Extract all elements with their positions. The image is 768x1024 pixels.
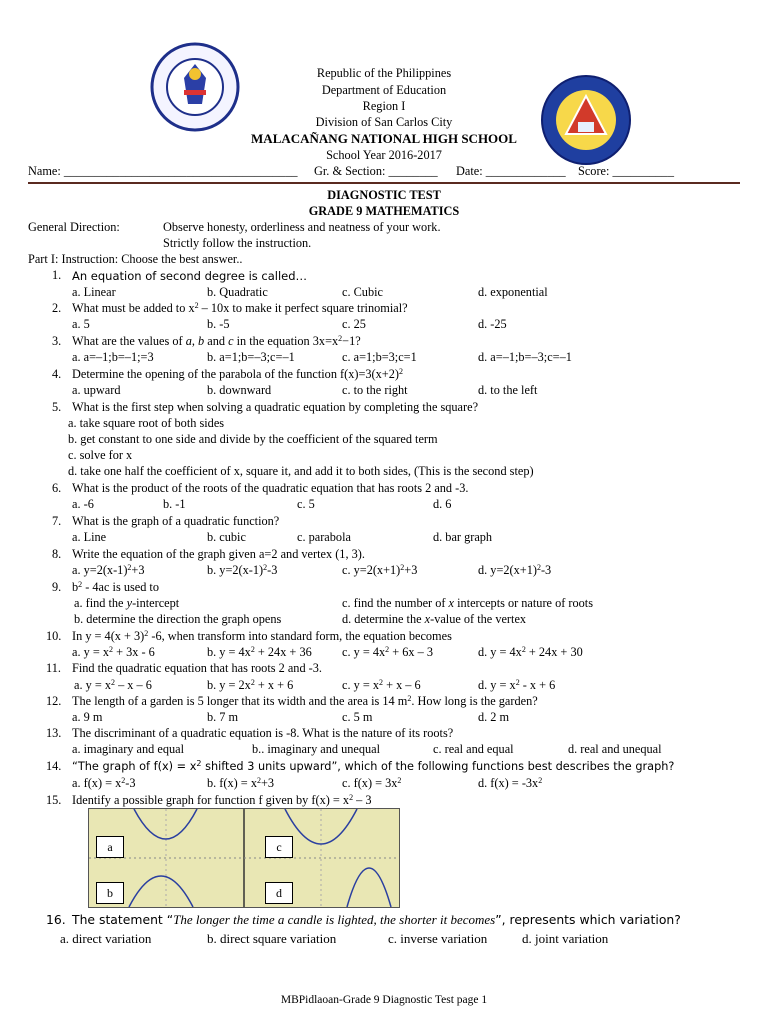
school-year: School Year 2016-2017 [326, 148, 442, 162]
q13-choice-a: a. imaginary and equal [72, 742, 184, 756]
q8-number: 8. [52, 547, 62, 561]
q7-choice-b: b. cubic [207, 530, 246, 544]
q5-number: 5. [52, 400, 62, 414]
q4-number: 4. [52, 367, 62, 381]
q1-text: An equation of second degree is called… [72, 269, 308, 283]
section-field: Gr. & Section: ________ [314, 164, 438, 178]
q6-choice-d: d. 6 [433, 497, 452, 511]
q12-choice-d: d. 2 m [478, 710, 510, 724]
q2-choice-d: d. -25 [478, 317, 507, 331]
q8-choice-c: c. $y=2(x+1)^2+3$ [342, 563, 418, 577]
q16-text: The statement “The longer the time a candle is lighted, the shorter it becomes”, represents which variation? [72, 912, 681, 927]
q5-choice-b: b. get constant to one side and divide by the coefficient of the squared term [68, 432, 438, 446]
q8-choice-b: b. $y=2(x-1)^2-3$ [207, 563, 278, 577]
q5-choice-d: d. take one half the coefficient of x, square it, and add it to both sides, (This is the second step) [68, 464, 534, 478]
q4-choice-c: c. to the right [342, 383, 408, 397]
q9-choice-b: b. determine the direction the graph opens [74, 612, 282, 626]
q8-choice-a: a. $y=2(x-1)^2+3$ [72, 563, 145, 577]
score-field: Score: __________ [578, 164, 674, 178]
q10-choice-c: c. $y = 4x^2 + 6x - 3$ [342, 645, 433, 659]
q12-text: The length of a garden is 5 longer that its width and the area is 14 $m^2$. How long is the garden? [72, 694, 538, 708]
q4-choice-b: b. downward [207, 383, 272, 397]
q7-choice-d: d. bar graph [433, 530, 493, 544]
q6-number: 6. [52, 481, 62, 495]
q11-choice-c: c. $y = x^2 + x - 6$ [342, 678, 421, 692]
q14-text: “The graph of $f(x) = x^2$ shifted 3 units upward”, which of the following functions best describes the graph? [72, 759, 675, 773]
name-field: Name: ______________________________________ [28, 164, 298, 178]
q8-text: Write the equation of the graph given a=2 and vertex (1, 3). [72, 547, 365, 561]
q14-number: 14. [46, 759, 62, 773]
q12-number: 12. [46, 694, 62, 708]
q16-choice-b: b. direct square variation [207, 931, 337, 946]
q13-choice-d: d. real and unequal [568, 742, 662, 756]
header-republic: Republic of the Philippines [316, 66, 452, 80]
q9-choice-d: d. determine the x-value of the vertex [342, 612, 527, 626]
q11-choice-b: b. $y = 2x^2 + x + 6$ [207, 678, 294, 692]
q14-choice-c: c. $f(x) = 3x^2$ [342, 776, 402, 790]
q15-graph-label-b: b [96, 882, 124, 904]
q1-choice-d: d. exponential [478, 285, 548, 299]
q12-choice-b: b. 7 m [207, 710, 239, 724]
header-region: Region I [362, 99, 406, 113]
q15-graph-panel [88, 808, 400, 908]
q6-choice-b: b. -1 [163, 497, 186, 511]
q9-choice-a: a. find the y-intercept [74, 596, 180, 610]
q13-text: The discriminant of a quadratic equation is -8. What is the nature of its roots? [72, 726, 454, 740]
q15-graph-label-c: c [265, 836, 293, 858]
q3-choice-b: b. a=1;b=–3;c=–1 [207, 350, 295, 364]
q3-choice-d: d. a=–1;b=–3;c=–1 [478, 350, 572, 364]
q14-choice-b: b. $f(x) = x^2+3$ [207, 776, 275, 790]
q7-choice-c: c. parabola [297, 530, 351, 544]
q4-choice-a: a. upward [72, 383, 121, 397]
q15-text: Identify a possible graph for function f given by $f(x) = x^2 - 3$ [72, 793, 372, 807]
q9-number: 9. [52, 580, 62, 594]
q10-choice-d: d. $y = 4x^2 + 24x + 30$ [478, 645, 583, 659]
q12-choice-c: c. 5 m [342, 710, 373, 724]
general-direction-line1: Observe honesty, orderliness and neatness of your work. [163, 220, 441, 234]
q13-number: 13. [46, 726, 62, 740]
q7-text: What is the graph of a quadratic function? [72, 514, 280, 528]
q15-graph-label-a: a [96, 836, 124, 858]
q16-choice-c: c. inverse variation [388, 931, 488, 946]
part1-instruction: Part I: Instruction: Choose the best answer.. [28, 252, 243, 266]
q8-choice-d: d. $y=2(x+1)^2-3$ [478, 563, 552, 577]
q10-number: 10. [46, 629, 62, 643]
q1-number: 1. [52, 268, 62, 282]
page-footer: MBPidlaoan-Grade 9 Diagnostic Test page 1 [280, 994, 488, 1006]
general-direction-label: General Direction: [28, 220, 120, 234]
q14-choice-a: a. $f(x) = x^2-3$ [72, 776, 136, 790]
date-field: Date: _____________ [456, 164, 566, 178]
q10-choice-b: b. $y = 4x^2 + 24x + 36$ [207, 645, 312, 659]
subject-title: GRADE 9 MATHEMATICS [308, 204, 460, 218]
q1-choice-a: a. Linear [72, 285, 116, 299]
q14-choice-d: d. $f(x) = -3x^2$ [478, 776, 543, 790]
q5-choice-a: a. take square root of both sides [68, 416, 225, 430]
q9-text: $b^2 - 4ac$ is used to [72, 580, 159, 594]
q7-choice-a: a. Line [72, 530, 107, 544]
q10-choice-a: a. $y = x^2 + 3x - 6$ [72, 645, 155, 659]
q5-text: What is the first step when solving a quadratic equation by completing the square? [72, 400, 479, 414]
q1-choice-c: c. Cubic [342, 285, 383, 299]
q13-choice-c: c. real and equal [433, 742, 514, 756]
q11-text: Find the quadratic equation that has roots 2 and -3. [72, 661, 322, 675]
q12-choice-a: a. 9 m [72, 710, 103, 724]
q16-choice-a: a. direct variation [60, 931, 152, 946]
q10-text: In $y = 4(x + 3)^2$ -6, when transform into standard form, the equation becomes [72, 629, 452, 643]
q6-text: What is the product of the roots of the quadratic equation that has roots 2 and -3. [72, 481, 469, 495]
q13-choice-b: b.. imaginary and unequal [252, 742, 381, 756]
q7-number: 7. [52, 514, 62, 528]
school-name: MALACAÑANG NATIONAL HIGH SCHOOL [251, 131, 517, 146]
q3-choice-a: a. a=–1;b=–1;=3 [72, 350, 154, 364]
q5-choice-c: c. solve for x [68, 448, 133, 462]
q15-number: 15. [46, 793, 62, 807]
header-department: Department of Education [321, 83, 447, 97]
test-title: DIAGNOSTIC TEST [327, 188, 441, 202]
q3-text: What are the values of a, b and c in the equation $3x=x^2-1$? [72, 334, 361, 348]
q3-choice-c: c. a=1;b=3;c=1 [342, 350, 417, 364]
general-direction-line2: Strictly follow the instruction. [163, 236, 312, 250]
q6-choice-a: a. -6 [72, 497, 94, 511]
q2-text: What must be added to $x^2 - 10x$ to make it perfect square trinomial? [72, 301, 408, 315]
q9-choice-c: c. find the number of x intercepts or nature of roots [342, 596, 593, 610]
header-division: Division of San Carlos City [315, 115, 453, 129]
q2-choice-a: a. 5 [72, 317, 90, 331]
q2-choice-b: b. -5 [207, 317, 230, 331]
q11-choice-a: a. $y = x^2 - x - 6$ [74, 678, 152, 692]
q2-number: 2. [52, 301, 62, 315]
q15-graph-label-d: d [265, 882, 293, 904]
q11-choice-d: d. $y = x^2 - x + 6$ [478, 678, 556, 692]
q16-choice-d: d. joint variation [522, 931, 609, 946]
q16-number: 16. [46, 912, 66, 927]
q4-choice-d: d. to the left [478, 383, 538, 397]
q1-choice-b: b. Quadratic [207, 285, 268, 299]
q3-number: 3. [52, 334, 62, 348]
header-divider [28, 182, 740, 184]
q6-choice-c: c. 5 [297, 497, 315, 511]
q4-text: Determine the opening of the parabola of the function $f(x)=3(x+2)^2$ [72, 367, 403, 381]
q11-number: 11. [46, 661, 61, 675]
q2-choice-c: c. 25 [342, 317, 366, 331]
